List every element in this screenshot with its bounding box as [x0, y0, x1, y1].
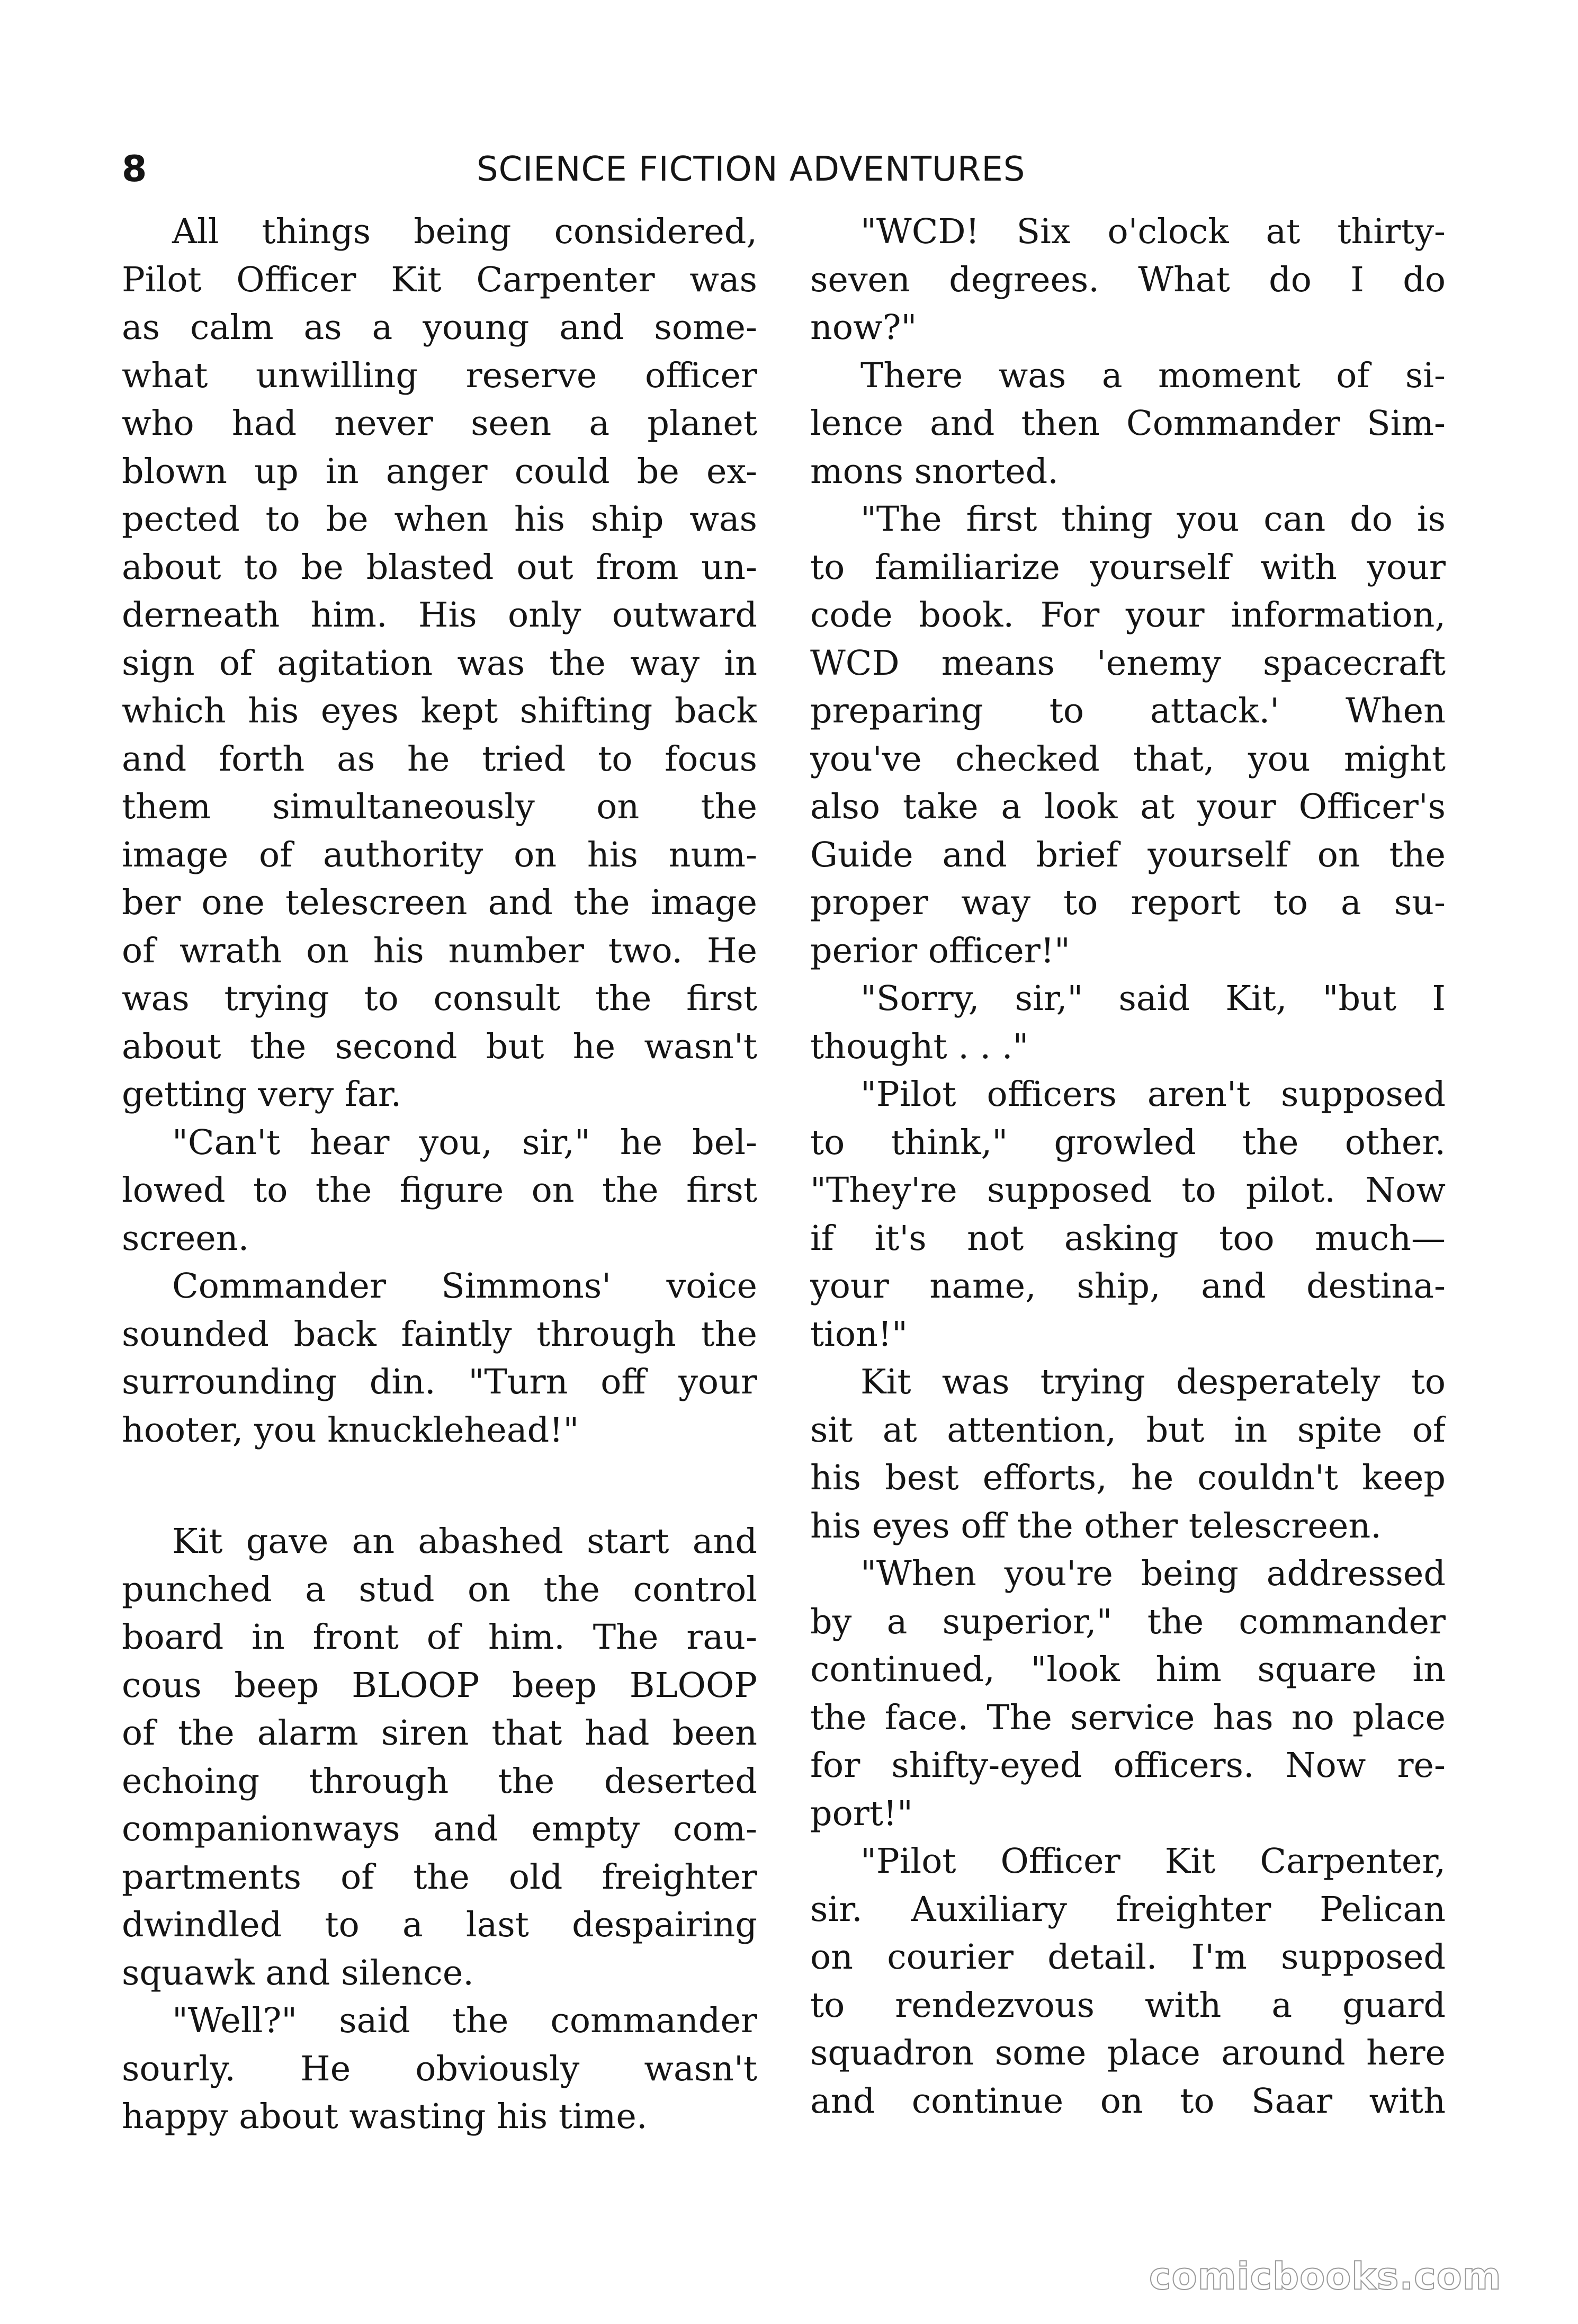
- section-break: [122, 1454, 757, 1518]
- text-line: you've checked that, you might: [810, 739, 1446, 779]
- text-line: was trying to consult the first: [122, 979, 757, 1018]
- text-line: to think," growled the other.: [810, 1122, 1446, 1163]
- text-line: of wrath on his number two. He: [122, 931, 757, 971]
- text-line: which his eyes kept shifting back: [122, 691, 757, 731]
- text-line: tion!": [810, 1314, 908, 1354]
- text-line: what unwilling reserve officer: [122, 355, 757, 396]
- running-head: SCIENCE FICTION ADVENTURES: [477, 150, 1026, 189]
- text-line: echoing through the deserted: [122, 1761, 757, 1801]
- text-line: Pilot Officer Kit Carpenter was: [122, 260, 757, 300]
- text-line: the face. The service has no place: [810, 1697, 1446, 1738]
- text-line: dwindled to a last despairing: [122, 1905, 757, 1945]
- text-line: about to be blasted out from un-: [122, 547, 757, 587]
- text-line: hooter, you knucklehead!": [122, 1410, 579, 1450]
- text-line: mons snorted.: [810, 451, 1059, 491]
- text-line: image of authority on his num-: [122, 835, 757, 875]
- text-line: and continue on to Saar with: [810, 2081, 1446, 2121]
- text-line: WCD means 'enemy spacecraft: [810, 643, 1446, 683]
- text-line: sign of agitation was the way in: [122, 643, 757, 683]
- page-number: 8: [122, 148, 147, 190]
- text-line: "Pilot Officer Kit Carpenter,: [860, 1842, 1446, 1881]
- text-line: to rendezvous with a guard: [810, 1985, 1446, 2025]
- text-line: Kit gave an abashed start and: [172, 1522, 757, 1561]
- text-line: proper way to report to a su-: [810, 883, 1446, 923]
- text-line: squawk and silence.: [122, 1953, 474, 1993]
- text-line: and forth as he tried to focus: [122, 739, 757, 779]
- text-line: his best efforts, he couldn't keep: [810, 1458, 1446, 1498]
- site-watermark: comicbooks.com: [1149, 2255, 1502, 2298]
- left-column: [122, 208, 757, 2141]
- text-line: preparing to attack.' When: [810, 691, 1446, 731]
- text-line: happy about wasting his time.: [122, 2097, 648, 2137]
- text-line: about the second but he wasn't: [122, 1026, 757, 1067]
- text-line: board in front of him. The rau-: [122, 1617, 757, 1657]
- text-line: now?": [810, 308, 917, 347]
- text-line: derneath him. His only outward: [122, 595, 757, 635]
- text-line: sourly. He obviously wasn't: [122, 2049, 757, 2089]
- text-line: also take a look at your Officer's: [810, 787, 1446, 827]
- page-header: [122, 146, 1446, 204]
- text-line: for shifty-eyed officers. Now re-: [810, 1746, 1446, 1785]
- text-line: "The first thing you can do is: [860, 499, 1446, 539]
- text-line: to familiarize yourself with your: [810, 547, 1446, 587]
- text-line: "When you're being addressed: [860, 1554, 1446, 1594]
- text-line: pected to be when his ship was: [122, 499, 757, 539]
- text-line: sir. Auxiliary freighter Pelican: [810, 1889, 1446, 1929]
- text-line: cous beep BLOOP beep BLOOP: [122, 1665, 757, 1705]
- text-line: if it's not asking too much—: [810, 1218, 1446, 1258]
- text-line: on courier detail. I'm supposed: [810, 1937, 1446, 1977]
- right-column: [810, 208, 1446, 2125]
- text-line: Guide and brief yourself on the: [810, 835, 1446, 875]
- text-line: thought . . .": [810, 1026, 1029, 1067]
- text-line: "Can't hear you, sir," he bel-: [172, 1122, 757, 1163]
- text-line: "Sorry, sir," said Kit, "but I: [860, 979, 1446, 1018]
- text-line: code book. For your information,: [810, 595, 1446, 635]
- text-line: Kit was trying desperately to: [860, 1362, 1446, 1402]
- text-line: lence and then Commander Sim-: [810, 404, 1446, 443]
- text-line: sounded back faintly through the: [122, 1314, 757, 1354]
- text-line: punched a stud on the control: [122, 1569, 757, 1610]
- text-line: screen.: [122, 1218, 249, 1258]
- text-line: squadron some place around here: [810, 2033, 1446, 2073]
- text-line: them simultaneously on the: [122, 787, 757, 827]
- text-line: "Well?" said the commander: [172, 2001, 757, 2041]
- text-line: blown up in anger could be ex-: [122, 451, 757, 491]
- text-line: "WCD! Six o'clock at thirty-: [860, 212, 1446, 252]
- text-line: perior officer!": [810, 931, 1070, 971]
- text-line: continued, "look him square in: [810, 1650, 1446, 1690]
- text-line: "Pilot officers aren't supposed: [860, 1075, 1446, 1114]
- text-line: who had never seen a planet: [122, 404, 757, 443]
- text-line: partments of the old freighter: [122, 1857, 757, 1897]
- text-line: lowed to the figure on the first: [122, 1170, 757, 1210]
- text-line: as calm as a young and some-: [122, 308, 757, 347]
- text-line: sit at attention, but in spite of: [810, 1410, 1446, 1450]
- text-line: his eyes off the other telescreen.: [810, 1506, 1382, 1546]
- text-line: "They're supposed to pilot. Now: [810, 1170, 1446, 1210]
- text-line: companionways and empty com-: [122, 1809, 757, 1849]
- text-line: getting very far.: [122, 1075, 402, 1114]
- text-line: Commander Simmons' voice: [172, 1266, 757, 1306]
- text-line: All things being considered,: [172, 212, 757, 252]
- text-line: of the alarm siren that had been: [122, 1713, 757, 1753]
- text-line: There was a moment of si-: [860, 355, 1446, 396]
- text-line: surrounding din. "Turn off your: [122, 1362, 757, 1402]
- text-line: port!": [810, 1793, 913, 1834]
- text-line: seven degrees. What do I do: [810, 260, 1446, 300]
- text-line: your name, ship, and destina-: [810, 1266, 1446, 1306]
- text-line: by a superior," the commander: [810, 1602, 1446, 1642]
- text-line: ber one telescreen and the image: [122, 883, 757, 923]
